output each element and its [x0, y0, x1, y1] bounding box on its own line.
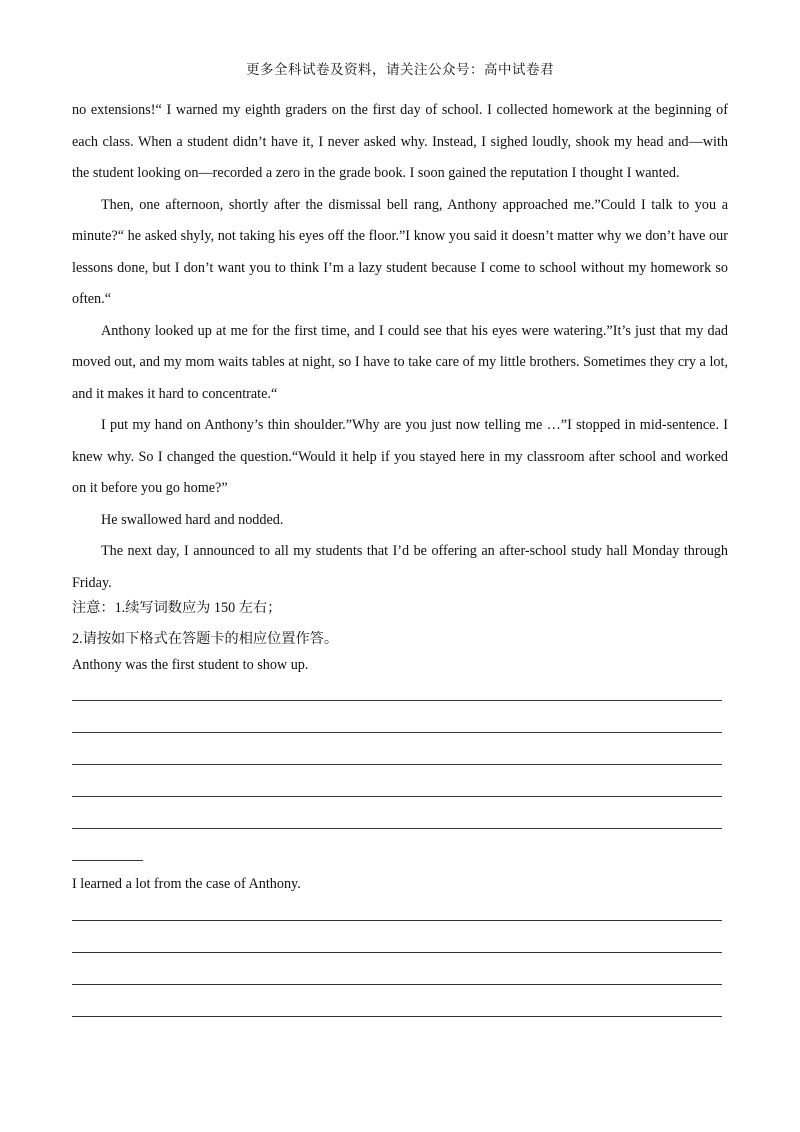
story-text: [72, 95, 728, 599]
answer-line: [72, 700, 722, 701]
answer-line: [72, 732, 722, 733]
answer-line: [72, 796, 722, 797]
answer-line: [72, 828, 722, 829]
answer-line: [72, 984, 722, 985]
paragraph-opener-2: I learned a lot from the case of Anthony.: [72, 876, 301, 892]
story-paragraph-3: Anthony looked up at me for the first time, and I could see that his eyes were watering.”It’s just that my dad moved out, and my mom waits tables at night, so I have to take care of my little brothers. Sometimes they cry a lot, and it makes it hard to concentrate.“: [72, 322, 728, 402]
story-paragraph-1: no extensions!“ I warned my eighth graders on the first day of school. I collected homework at the beginning of each class. When a student didn’t have it, I never asked why. Instead, I sighed loudly, shook my head and—with the student looking on—recorded a zero in the grade book. I soon gained the reputation I thought I wanted.: [72, 102, 728, 181]
story-paragraph-5: He swallowed hard and nodded.: [101, 511, 284, 528]
answer-line-short: [72, 860, 143, 861]
story-paragraph-6: The next day, I announced to all my students that I’d be offering an after-school study hall Monday through Friday.: [72, 543, 728, 591]
page-header: 更多全科试卷及资料，请关注公众号：高中试卷君: [246, 62, 554, 77]
instructions: [72, 593, 728, 655]
instruction-line-2: 2.请按如下格式在答题卡的相应位置作答。: [72, 631, 339, 647]
answer-line: [72, 952, 722, 953]
answer-line: [72, 764, 722, 765]
answer-line: [72, 920, 722, 921]
paragraph-opener-1: Anthony was the first student to show up.: [72, 657, 309, 673]
answer-line: [72, 1016, 722, 1017]
instruction-line-1: 注意：1.续写词数应为 150 左右；: [72, 600, 282, 616]
story-paragraph-4: I put my hand on Anthony’s thin shoulder.”Why are you just now telling me …”I stopped in mid-sentence. I knew why. So I changed the question.“Would it help if you stayed here in my classroom after school and worked on it before you go home?”: [72, 417, 728, 496]
story-paragraph-2: Then, one afternoon, shortly after the dismissal bell rang, Anthony approached me.”Could I talk to you a minute?“ he asked shyly, not taking his eyes off the floor.”I know you said it doesn’t matter why we don’t have our lessons done, but I don’t want you to think I’m a lazy student because I come to school without my homework so often.“: [72, 196, 728, 307]
